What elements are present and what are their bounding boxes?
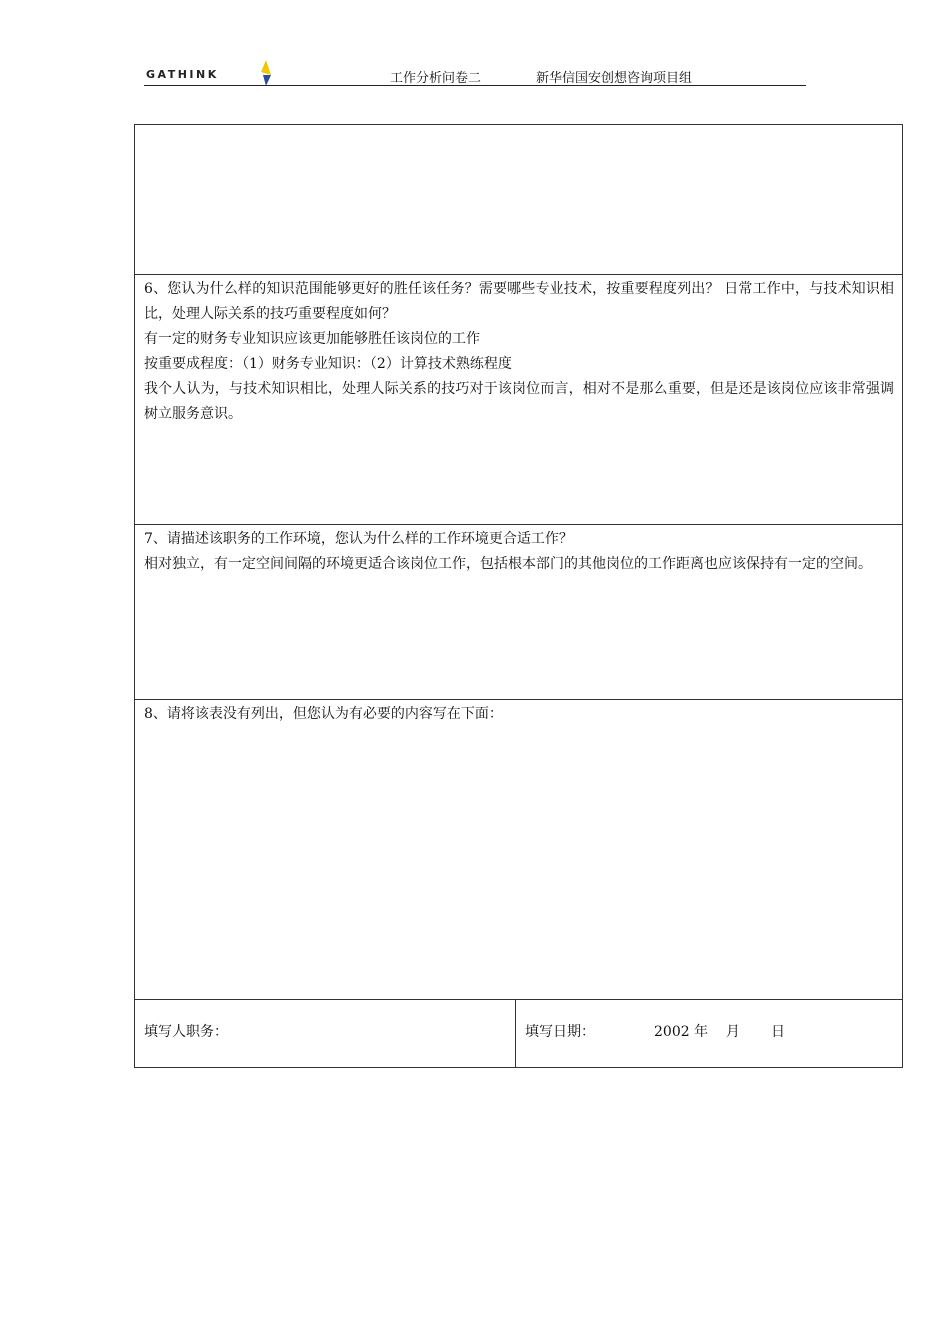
answer-cell-continued [135, 125, 902, 275]
position-label: 填写人职务： [144, 1024, 228, 1040]
organization-name: 新华信国安创想咨询项目组 [536, 71, 693, 86]
question-8-prompt: 8、请将该表没有列出，但您认为有必要的内容写在下面： [144, 706, 503, 722]
question-7-answer-1: 相对独立，有一定空间间隔的环境更适合该岗位工作，包括根本部门的其他岗位的工作距离也应该保持有一定的空间。 [144, 556, 872, 572]
gathink-logo-icon [257, 60, 273, 86]
document-title: 工作分析问卷二 [390, 71, 482, 86]
question-7-cell [135, 525, 902, 700]
question-6-answer-2: 按重要成程度：（1）财务专业知识：（2）计算技术熟练程度 [144, 356, 512, 372]
questionnaire-table [134, 124, 903, 1068]
question-8-cell [135, 700, 902, 1000]
question-6-answer-1: 有一定的财务专业知识应该更加能够胜任该岗位的工作 [144, 331, 480, 347]
date-cell [516, 1000, 902, 1067]
logo-text: GATHINK [146, 68, 219, 81]
date-value: 2002 年 月 日 [654, 1024, 786, 1040]
signature-row [135, 1000, 902, 1067]
question-7-prompt: 7、请描述该职务的工作环境，您认为什么样的工作环境更合适工作？ [144, 531, 573, 547]
question-6-cell [135, 275, 902, 525]
question-6-prompt: 6、您认为什么样的知识范围能够更好的胜任该任务？需要哪些专业技术，按重要程度列出？ 日常工作中，与技术知识相比，处理人际关系的技巧重要程度如何？ [144, 281, 894, 322]
question-6-answer-3: 我个人认为，与技术知识相比，处理人际关系的技巧对于该岗位而言，相对不是那么重要，但是还是该岗位应该非常强调树立服务意识。 [144, 381, 894, 422]
date-label: 填写日期： [525, 1024, 595, 1040]
page-header [144, 58, 806, 86]
position-cell [135, 1000, 516, 1067]
